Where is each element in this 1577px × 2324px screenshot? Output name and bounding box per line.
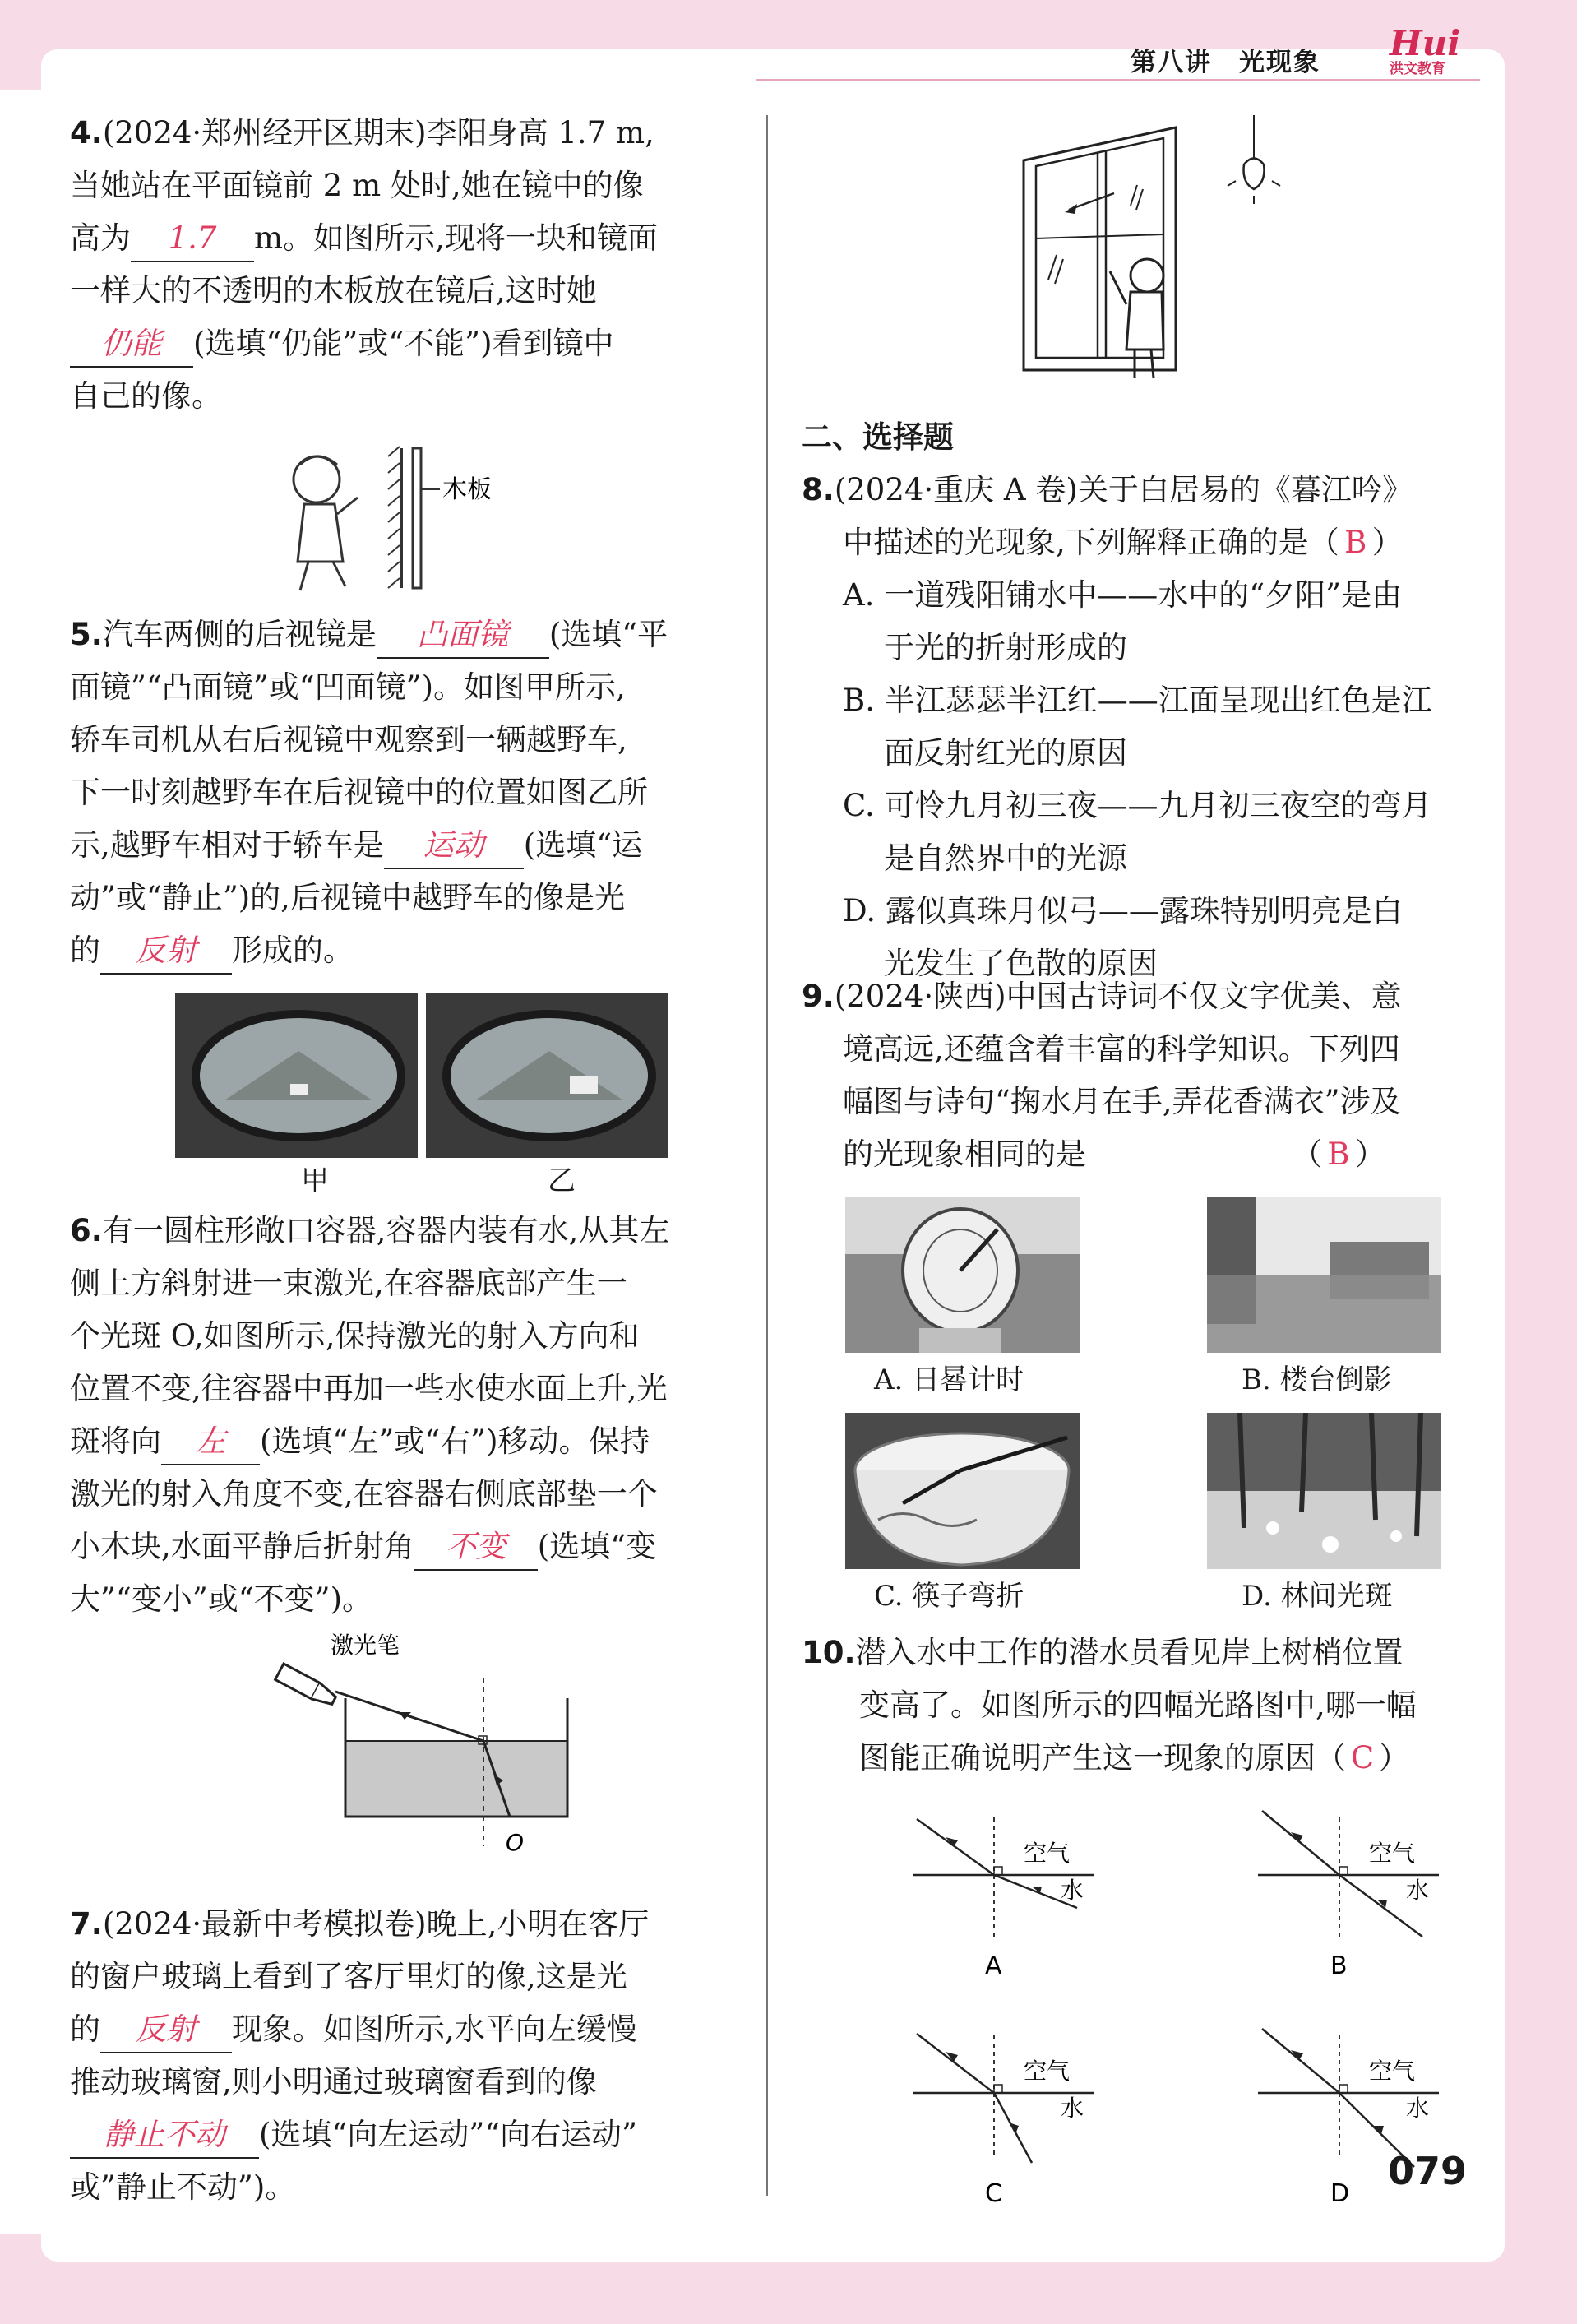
diagram-c[interactable] [913, 2034, 1094, 2208]
text-line: 中描述的光现象,下列解释正确的是 [843, 525, 1309, 560]
text-line: 汽车两侧的后视镜是 [102, 617, 377, 652]
text-line: 有一圆柱形敞口容器,容器内装有水,从其左 [102, 1213, 670, 1248]
spot-o-label: O [506, 1829, 525, 1856]
text-line: 或”静止不动”)。 [70, 2169, 296, 2205]
water-label: 水 [1061, 1877, 1084, 1904]
text-line: 的 [70, 2012, 100, 2047]
caption-a: 甲 [301, 1164, 329, 1197]
window-lamp-figure [1015, 115, 1311, 387]
diagram-b[interactable] [1258, 1811, 1439, 1980]
page-number: 079 [1388, 2149, 1468, 2193]
option-a[interactable] [802, 569, 1492, 622]
text-line: 个光斑 O,如图所示,保持激光的射入方向和 [70, 1318, 640, 1354]
answer-blank[interactable]: 仍能 [70, 322, 193, 368]
question-number: 10. [802, 1635, 856, 1670]
text-line: (2024·郑州经开区期末)李阳身高 1.7 m, [102, 115, 654, 150]
text-line: (选填“左”或“右”)移动。保持 [260, 1424, 650, 1459]
text-line: (选填“变 [537, 1529, 657, 1564]
question-number: 8. [802, 472, 835, 507]
text-line: (2024·陕西)中国古诗词不仅文字优美、意 [834, 979, 1402, 1014]
text-line: 侧上方斜射进一束激光,在容器底部产生一 [70, 1266, 627, 1301]
caption-photo-a: A. 日晷计时 [874, 1363, 1024, 1396]
option-d[interactable] [802, 885, 1492, 937]
text-line: C. 可怜九月初三夜——九月初三夜空的弯月 [843, 788, 1432, 823]
caption-photo-d: D. 林间光斑 [1242, 1580, 1393, 1613]
section-choice [802, 411, 1492, 464]
text-line: 形成的。 [232, 933, 354, 968]
text-line: 是自然界中的光源 [884, 840, 1127, 876]
air-label: 空气 [1024, 1840, 1071, 1867]
text-line: 示,越野车相对于轿车是 [70, 827, 384, 863]
diagram-label: D [1330, 2179, 1350, 2208]
question-number: 5. [70, 617, 103, 652]
option-b[interactable] [802, 674, 1492, 727]
question-number: 4. [70, 115, 103, 150]
text-line: 光发生了色散的原因 [884, 946, 1158, 981]
answer-choice[interactable]: B [1327, 1137, 1350, 1172]
text-line: 的 [70, 933, 100, 968]
text-line: 面镜”“凸面镜”或“凹面镜”)。如图甲所示, [70, 669, 626, 705]
answer-blank[interactable]: 1.7 [131, 216, 254, 262]
header-rule [756, 79, 1480, 81]
text-line: 高为 [70, 220, 131, 256]
text-line: 位置不变,往容器中再加一些水使水面上升,光 [70, 1371, 668, 1406]
logo-mark: Hui [1390, 23, 1461, 63]
text-line: 轿车司机从右后视镜中观察到一辆越野车, [70, 722, 627, 757]
photo-reflection[interactable] [1207, 1197, 1441, 1353]
option-c[interactable] [802, 780, 1492, 832]
logo-sub: 洪文教育 [1390, 61, 1445, 77]
text-line: 面反射红光的原因 [884, 735, 1127, 771]
question-5 [70, 609, 752, 977]
text-line: B. 半江瑟瑟半江红——江面呈现出红色是江 [843, 683, 1432, 718]
caption-photo-b: B. 楼台倒影 [1242, 1363, 1392, 1396]
text-line: 自己的像。 [70, 378, 222, 414]
diagram-label: C [985, 2179, 1002, 2208]
air-label: 空气 [1024, 2058, 1071, 2085]
text-line: 潜入水中工作的潜水员看见岸上树梢位置 [855, 1635, 1404, 1670]
photo-sundial[interactable] [845, 1197, 1080, 1353]
mirror-board-figure [271, 440, 567, 596]
answer-blank[interactable]: 反射 [100, 2007, 232, 2053]
question-7 [70, 1898, 752, 2214]
diagram-label: A [985, 1951, 1002, 1980]
chapter-title: 第八讲 光现象 [1131, 48, 1320, 77]
text-line: 于光的折射形成的 [884, 630, 1127, 665]
caption-photo-c: C. 筷子弯折 [874, 1580, 1024, 1613]
text-line: 变高了。如图所示的四幅光路图中,哪一幅 [859, 1687, 1417, 1723]
answer-blank[interactable]: 左 [161, 1419, 260, 1465]
question-8: 8.(2024·重庆 A 卷)关于白居易的《暮江吟》 中描述的光现象,下列解释正确的是（ B ） A. 一道残阳铺水中——水中的“夕阳”是由 于光的折射形成的 B. 半江瑟瑟半江红——江面呈现出红色是江 面反射红光的原因 C. 可怜九月初三夜——九月初三夜空的弯月 是自然界中的光源 D. 露似真珠月似弓——露珠特别明亮是白 光发生了色散的原因 [802, 464, 1492, 990]
photo-forest-light[interactable] [1207, 1413, 1441, 1569]
section-title: 二、选择题 [802, 419, 954, 455]
text-line: (选填“仍能”或“不能”)看到镜中 [193, 326, 614, 361]
answer-blank[interactable]: 运动 [384, 823, 524, 869]
question-6 [70, 1205, 752, 1626]
text-line: A. 一道残阳铺水中——水中的“夕阳”是由 [843, 577, 1403, 613]
text-line: 斑将向 [70, 1424, 161, 1459]
text-line: 幅图与诗句“掬水月在手,弄花香满衣”涉及 [843, 1084, 1401, 1119]
column-divider [766, 115, 768, 2196]
text-line: 的窗户玻璃上看到了客厅里灯的像,这是光 [70, 1959, 627, 1994]
text-line: 下一时刻越野车在后视镜中的位置如图乙所 [70, 775, 648, 810]
rearview-mirror-photos [175, 993, 668, 1158]
question-number: 7. [70, 1906, 103, 1942]
photo-chopstick[interactable] [845, 1413, 1080, 1569]
text-line: 当她站在平面镜前 2 m 处时,她在镜中的像 [70, 168, 644, 203]
text-line: D. 露似真珠月似弓——露珠特别明亮是白 [843, 893, 1403, 928]
answer-choice[interactable]: B [1344, 525, 1367, 560]
text-line: (2024·重庆 A 卷)关于白居易的《暮江吟》 [834, 472, 1413, 507]
water-label: 水 [1061, 2095, 1084, 2122]
diagram-a[interactable] [913, 1817, 1094, 1980]
diagram-label: B [1330, 1951, 1348, 1980]
answer-blank[interactable]: 凸面镜 [377, 613, 549, 659]
answer-blank[interactable]: 不变 [414, 1525, 538, 1571]
question-number: 9. [802, 979, 835, 1014]
text-line: 推动玻璃窗,则小明通过玻璃窗看到的像 [70, 2064, 597, 2099]
question-9: 9.(2024·陕西)中国古诗词不仅文字优美、意 境高远,还蕴含着丰富的科学知识。下列四 幅图与诗句“掬水月在手,弄花香满衣”涉及 的光现象相同的是 （ B ） [802, 970, 1492, 1181]
question-10: 10.潜入水中工作的潜水员看见岸上树梢位置 变高了。如图所示的四幅光路图中,哪一幅 图能正确说明产生这一现象的原因（ C ） [802, 1627, 1492, 1785]
publisher-logo [1390, 23, 1480, 84]
right-band [1503, 0, 1577, 2324]
text-line: (选填“运 [523, 827, 643, 863]
text-line: 大”“变小”或“不变”)。 [70, 1581, 373, 1617]
laser-container-figure [271, 1632, 584, 1887]
laser-pen-label: 激光笔 [331, 1632, 400, 1659]
water-label: 水 [1406, 2095, 1430, 2122]
text-line: 境高远,还蕴含着丰富的科学知识。下列四 [843, 1031, 1400, 1067]
air-label: 空气 [1369, 2058, 1416, 2085]
caption-b: 乙 [548, 1164, 576, 1197]
text-line: (选填“平 [548, 617, 668, 652]
text-line: m。如图所示,现将一块和镜面 [254, 220, 658, 256]
answer-blank[interactable]: 静止不动 [70, 2113, 259, 2159]
air-label: 空气 [1369, 1840, 1416, 1867]
text-line: 激光的射入角度不变,在容器右侧底部垫一个 [70, 1476, 658, 1512]
text-line: 动”或“静止”)的,后视镜中越野车的像是光 [70, 880, 625, 915]
text-line: (选填“向左运动”“向右运动” [259, 2117, 638, 2152]
text-line: 的光现象相同的是 [843, 1137, 1086, 1172]
question-4 [70, 107, 752, 423]
water-label: 水 [1406, 1877, 1430, 1904]
text-line: 图能正确说明产生这一现象的原因 [859, 1740, 1316, 1775]
question-number: 6. [70, 1213, 103, 1248]
answer-choice[interactable]: C [1350, 1740, 1375, 1775]
text-line: 现象。如图所示,水平向左缓慢 [232, 2012, 637, 2047]
board-label: 木板 [442, 475, 492, 504]
answer-blank[interactable]: 反射 [100, 928, 232, 975]
text-line: 一样大的不透明的木板放在镜后,这时她 [70, 273, 597, 308]
text-line: 小木块,水面平静后折射角 [70, 1529, 414, 1564]
text-line: (2024·最新中考模拟卷)晚上,小明在客厅 [102, 1906, 650, 1942]
